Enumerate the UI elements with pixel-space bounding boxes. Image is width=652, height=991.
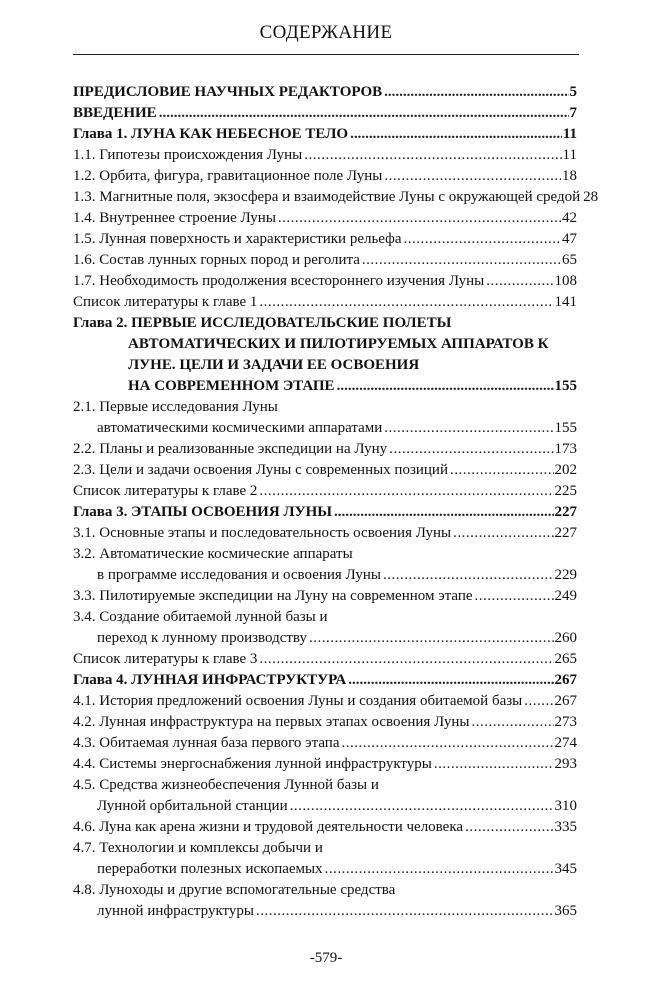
toc-entry-page: 249	[554, 588, 577, 604]
toc-entry-title: Список литературы к главе 1	[73, 292, 258, 313]
toc-entry-title: 1.5. Лунная поверхность и характеристики рельефа	[73, 229, 403, 250]
dot-leader	[475, 586, 554, 607]
toc-entry[interactable]	[73, 187, 599, 208]
dot-leader	[471, 712, 553, 733]
toc-entry[interactable]	[73, 733, 577, 754]
toc-entry[interactable]	[73, 439, 577, 460]
dot-leader	[256, 901, 554, 922]
toc-entry-title: 2.3. Цели и задачи освоения Луны с современных позиций	[73, 460, 449, 481]
toc-entry[interactable]	[73, 880, 577, 901]
page-number: -579-	[309, 950, 343, 966]
toc-entry[interactable]	[73, 208, 577, 229]
toc-entry-title: 4.8. Луноходы и другие вспомогательные средства	[73, 880, 396, 901]
toc-entry-page: 274	[554, 735, 577, 751]
dot-leader	[259, 649, 553, 670]
toc-entry-page: 65	[562, 252, 577, 268]
toc-entry-page: 227	[554, 525, 577, 541]
dot-leader	[278, 208, 561, 229]
toc-entry-title: ВВЕДЕНИЕ	[73, 103, 158, 124]
toc-entry[interactable]	[73, 166, 577, 187]
toc-entry-title: Глава 4. ЛУННАЯ ИНФРАСТРУКТУРА	[73, 670, 347, 691]
toc-entry-title: 1.2. Орбита, фигура, гравитационное поле Луны	[73, 166, 383, 187]
toc-entry-title: 1.6. Состав лунных горных пород и реголита	[73, 250, 361, 271]
toc-entry-title: 4.7. Технологии и комплексы добычи и	[73, 838, 324, 859]
toc-entry-page: 155	[554, 378, 577, 394]
toc-entry[interactable]	[73, 628, 577, 649]
toc-entry-title: 1.7. Необходимость продолжения всестороннего изучения Луны	[73, 271, 485, 292]
toc-entry[interactable]	[73, 796, 577, 817]
toc-entry[interactable]	[73, 544, 577, 565]
toc-entry-page: 47	[562, 231, 577, 247]
toc-entry-page: 345	[554, 861, 577, 877]
toc-entry-page: 18	[562, 168, 577, 184]
toc-entry-page: 310	[554, 798, 577, 814]
toc-entry[interactable]	[73, 250, 577, 271]
toc-entry-page: 365	[554, 903, 577, 919]
toc-entry[interactable]	[73, 271, 577, 292]
toc-entry[interactable]	[73, 418, 577, 439]
toc-entry[interactable]	[73, 229, 577, 250]
toc-entry-title: в программе исследования и освоения Луны	[97, 565, 382, 586]
toc-entry[interactable]	[73, 691, 577, 712]
dot-leader	[290, 796, 554, 817]
toc-entry-title: 3.4. Создание обитаемой лунной базы и	[73, 607, 329, 628]
toc-entry[interactable]	[73, 313, 577, 334]
toc-entry-title: 4.5. Средства жизнеобеспечения Лунной базы и	[73, 775, 380, 796]
dot-leader	[259, 292, 553, 313]
dot-leader	[259, 481, 553, 502]
heading-divider	[73, 54, 579, 55]
dot-leader	[304, 145, 561, 166]
toc-entry-page: 265	[554, 651, 577, 667]
toc-entry-title: 3.3. Пилотируемые экспедиции на Луну на современном этапе	[73, 586, 474, 607]
toc-entry-page: 7	[569, 105, 577, 121]
toc-entry[interactable]	[73, 334, 577, 355]
toc-entry-page: 293	[554, 756, 577, 772]
toc-entry-page: 273	[554, 714, 577, 730]
toc-entry-page: 42	[562, 210, 577, 226]
toc-entry[interactable]	[73, 586, 577, 607]
toc-entry[interactable]	[73, 859, 577, 880]
toc-entry[interactable]	[73, 145, 577, 166]
dot-leader	[362, 250, 561, 271]
toc-entry[interactable]	[73, 754, 577, 775]
toc-entry-title: Глава 1. ЛУНА КАК НЕБЕСНОЕ ТЕЛО	[73, 124, 349, 145]
toc-entry-title: 1.1. Гипотезы происхождения Луны	[73, 145, 303, 166]
toc-entry-title: АВТОМАТИЧЕСКИХ И ПИЛОТИРУЕМЫХ АППАРАТОВ К	[128, 334, 549, 355]
toc-entry-title: Глава 2. ПЕРВЫЕ ИССЛЕДОВАТЕЛЬСКИЕ ПОЛЕТЫ	[73, 313, 452, 334]
toc-entry-title: автоматическими космическими аппаратами	[97, 418, 383, 439]
dot-leader	[389, 439, 553, 460]
toc-entry-title: переработки полезных ископаемых	[97, 859, 324, 880]
toc-entry-page: 5	[569, 84, 577, 100]
toc-entry-title: ЛУНЕ. ЦЕЛИ И ЗАДАЧИ ЕЕ ОСВОЕНИЯ	[128, 355, 420, 376]
dot-leader	[453, 523, 553, 544]
toc-entry-page: 267	[554, 672, 577, 688]
toc-entry[interactable]	[73, 838, 577, 859]
toc-entry-title: переход к лунному производству	[97, 628, 308, 649]
toc-entry-title: 1.4. Внутреннее строение Луны	[73, 208, 277, 229]
toc-entry-title: НА СОВРЕМЕННОМ ЭТАПЕ	[128, 376, 336, 397]
toc-entry[interactable]	[73, 901, 577, 922]
toc-entry[interactable]	[73, 355, 577, 376]
toc-entry-page: 335	[554, 819, 577, 835]
dot-leader	[334, 502, 553, 523]
toc-entry-title: Глава 3. ЭТАПЫ ОСВОЕНИЯ ЛУНЫ	[73, 502, 333, 523]
toc-entry-title: 2.1. Первые исследования Луны	[73, 397, 279, 418]
dot-leader	[341, 733, 553, 754]
toc-entry[interactable]	[73, 82, 577, 103]
dot-leader	[383, 565, 554, 586]
toc-entry-page: 28	[583, 189, 599, 205]
toc-entry[interactable]	[73, 460, 577, 481]
toc-entry-page: 173	[554, 441, 577, 457]
toc-entry-page: 229	[554, 567, 577, 583]
toc-entry-title: Список литературы к главе 3	[73, 649, 258, 670]
toc-entry-title: 4.6. Луна как арена жизни и трудовой деятельности человека	[73, 817, 464, 838]
toc-entry[interactable]	[73, 292, 577, 313]
dot-leader	[486, 271, 553, 292]
dot-leader	[450, 460, 554, 481]
toc-entry[interactable]	[73, 397, 577, 418]
toc-entry-page: 108	[554, 273, 577, 289]
dot-leader	[348, 670, 553, 691]
dot-leader	[434, 754, 554, 775]
toc-entry-page: 11	[562, 147, 577, 163]
toc-entry-title: 1.3. Магнитные поля, экзосфера и взаимодействие Луны с окружающей средой	[73, 187, 581, 208]
toc-entry-page: 225	[554, 483, 577, 499]
toc-entry-page: 267	[554, 693, 577, 709]
dot-leader	[325, 859, 554, 880]
toc-entry-page: 11	[562, 126, 577, 142]
toc-entry[interactable]	[73, 712, 577, 733]
page-title: СОДЕРЖАНИЕ	[259, 22, 393, 43]
toc-entry[interactable]	[73, 376, 577, 397]
dot-leader	[309, 628, 554, 649]
toc-entry-title: 4.4. Системы энергоснабжения лунной инфраструктуры	[73, 754, 433, 775]
toc-entry[interactable]	[73, 775, 577, 796]
toc-entry[interactable]	[73, 565, 577, 586]
dot-leader	[465, 817, 553, 838]
table-of-contents	[73, 82, 599, 922]
toc-entry[interactable]	[73, 124, 577, 145]
toc-entry-page: 227	[554, 504, 577, 520]
dot-leader	[384, 166, 561, 187]
toc-entry-title: лунной инфраструктуры	[97, 901, 255, 922]
toc-entry-title: Список литературы к главе 2	[73, 481, 258, 502]
toc-entry[interactable]	[73, 103, 577, 124]
toc-entry[interactable]	[73, 481, 577, 502]
toc-entry-title: 2.2. Планы и реализованные экспедиции на Луну	[73, 439, 388, 460]
toc-entry-page: 260	[554, 630, 577, 646]
dot-leader	[384, 82, 568, 103]
dot-leader	[404, 229, 561, 250]
toc-entry[interactable]	[73, 607, 577, 628]
dot-leader	[524, 691, 553, 712]
toc-entry[interactable]	[73, 649, 577, 670]
toc-entry-title: 4.3. Обитаемая лунная база первого этапа	[73, 733, 340, 754]
toc-entry-title: 3.1. Основные этапы и последовательность освоения Луны	[73, 523, 452, 544]
toc-entry-title: 4.2. Лунная инфраструктура на первых этапах освоения Луны	[73, 712, 470, 733]
dot-leader	[337, 376, 554, 397]
toc-entry-title: 3.2. Автоматические космические аппараты	[73, 544, 354, 565]
dot-leader	[350, 124, 562, 145]
toc-entry-page: 202	[554, 462, 577, 478]
toc-entry-title: ПРЕДИСЛОВИЕ НАУЧНЫХ РЕДАКТОРОВ	[73, 82, 383, 103]
dot-leader	[384, 418, 553, 439]
toc-entry[interactable]	[73, 670, 577, 691]
toc-entry[interactable]	[73, 817, 577, 838]
toc-entry-page: 141	[554, 294, 577, 310]
toc-entry-page: 155	[554, 420, 577, 436]
dot-leader	[159, 103, 569, 124]
toc-entry-title: Лунной орбитальной станции	[97, 796, 289, 817]
toc-entry-title: 4.1. История предложений освоения Луны и создания обитаемой базы	[73, 691, 523, 712]
toc-entry[interactable]	[73, 502, 577, 523]
toc-entry[interactable]	[73, 523, 577, 544]
